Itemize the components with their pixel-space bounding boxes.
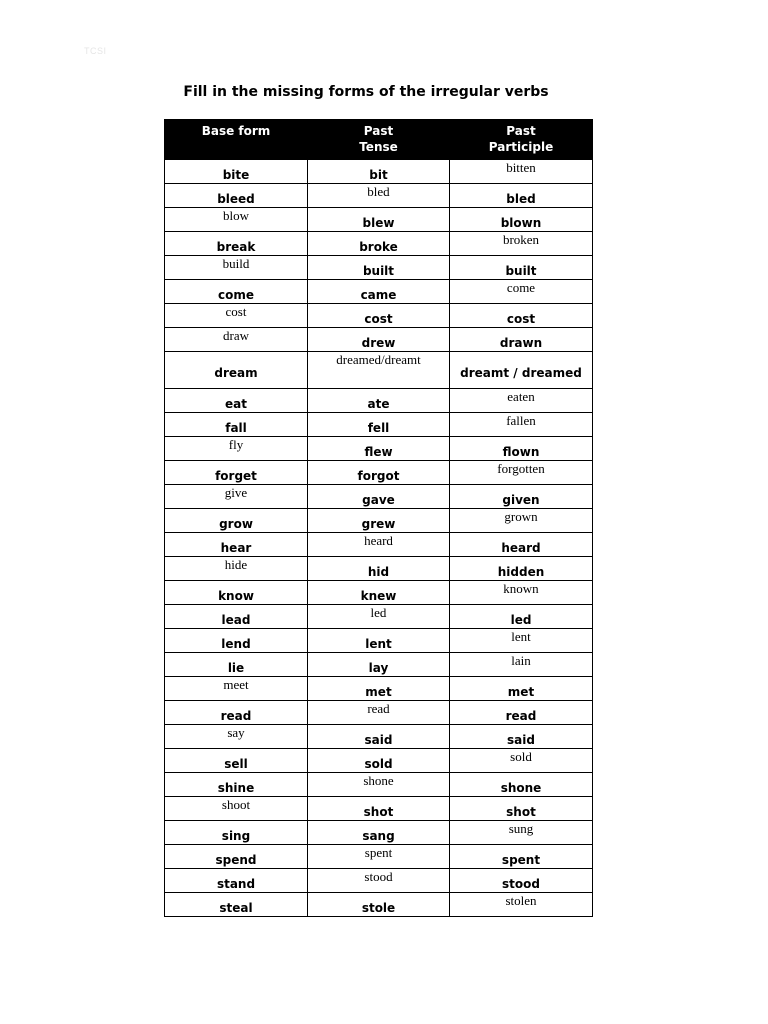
past-participle-cell	[450, 208, 593, 232]
past-tense-cell	[308, 533, 450, 557]
base-form-cell	[165, 749, 308, 773]
table-row	[165, 629, 593, 653]
past-participle-cell	[450, 821, 593, 845]
printed-verb: said	[364, 732, 393, 747]
printed-verb: blown	[500, 215, 542, 230]
printed-verb: flown	[502, 444, 540, 459]
printed-verb: sing	[221, 828, 251, 843]
handwritten-answer: read	[367, 701, 390, 716]
base-form-cell	[165, 256, 308, 280]
past-participle-cell	[450, 605, 593, 629]
printed-verb: shone	[500, 780, 542, 795]
past-participle-cell	[450, 184, 593, 208]
printed-verb: grow	[219, 516, 253, 531]
handwritten-answer: come	[506, 280, 536, 295]
past-participle-cell	[450, 485, 593, 509]
printed-verb: built	[505, 263, 537, 278]
handwritten-answer: fly	[228, 437, 244, 452]
past-participle-cell	[450, 304, 593, 328]
printed-verb: bit	[369, 167, 388, 182]
printed-verb: came	[360, 287, 397, 302]
header-line: Past	[363, 124, 394, 138]
base-form-cell	[165, 557, 308, 581]
past-participle-cell	[450, 413, 593, 437]
table-row	[165, 232, 593, 256]
handwritten-answer: forgotten	[497, 461, 545, 476]
past-tense-cell	[308, 461, 450, 485]
printed-verb: met	[507, 684, 535, 699]
printed-verb: know	[218, 588, 254, 603]
header-line: Base form	[201, 124, 271, 138]
printed-verb: met	[365, 684, 392, 699]
past-participle-cell	[450, 773, 593, 797]
printed-verb: spend	[215, 852, 257, 867]
table-row	[165, 413, 593, 437]
header-base-form	[165, 120, 308, 160]
past-tense-cell	[308, 413, 450, 437]
printed-verb: sell	[224, 756, 248, 771]
printed-verb: sang	[362, 828, 395, 843]
printed-verb: fall	[225, 420, 247, 435]
past-tense-cell	[308, 557, 450, 581]
handwritten-answer: led	[370, 605, 387, 620]
printed-verb: stand	[216, 876, 256, 891]
past-tense-cell	[308, 773, 450, 797]
printed-verb: forgot	[357, 468, 400, 483]
base-form-cell	[165, 208, 308, 232]
handwritten-answer: bitten	[506, 160, 536, 175]
past-participle-cell	[450, 389, 593, 413]
past-participle-cell	[450, 437, 593, 461]
printed-verb: lie	[227, 660, 245, 675]
past-participle-cell	[450, 232, 593, 256]
header-line: Tense	[359, 140, 398, 154]
past-participle-cell	[450, 557, 593, 581]
handwritten-answer: stolen	[505, 893, 537, 908]
table-row	[165, 701, 593, 725]
past-participle-cell	[450, 256, 593, 280]
printed-verb: stood	[502, 876, 540, 891]
past-tense-cell	[308, 797, 450, 821]
printed-verb: bleed	[217, 191, 255, 206]
table-row	[165, 773, 593, 797]
handwritten-answer: give	[224, 485, 248, 500]
past-participle-cell	[450, 581, 593, 605]
handwritten-answer: known	[503, 581, 539, 596]
base-form-cell	[165, 280, 308, 304]
handwritten-answer: spent	[364, 845, 393, 860]
printed-verb: given	[502, 492, 540, 507]
header-line: Participle	[488, 140, 554, 154]
handwritten-answer: heard	[364, 533, 393, 548]
table-row	[165, 328, 593, 352]
past-tense-cell	[308, 160, 450, 184]
printed-verb: dreamt / dreamed	[460, 366, 582, 380]
past-tense-cell	[308, 893, 450, 917]
past-tense-cell	[308, 845, 450, 869]
printed-verb: shine	[217, 780, 255, 795]
past-participle-cell	[450, 869, 593, 893]
handwritten-answer: meet	[223, 677, 249, 692]
handwritten-answer: shoot	[221, 797, 251, 812]
printed-verb: lend	[221, 636, 251, 651]
base-form-cell	[165, 725, 308, 749]
table-row	[165, 725, 593, 749]
handwritten-answer: stood	[364, 869, 393, 884]
printed-verb: cost	[364, 311, 393, 326]
table-row	[165, 653, 593, 677]
printed-verb: shot	[363, 804, 394, 819]
printed-verb: fell	[367, 420, 390, 435]
table-row	[165, 389, 593, 413]
past-participle-cell	[450, 797, 593, 821]
base-form-cell	[165, 352, 308, 389]
past-participle-cell	[450, 845, 593, 869]
base-form-cell	[165, 797, 308, 821]
printed-verb: said	[507, 732, 535, 747]
table-row	[165, 869, 593, 893]
past-tense-cell	[308, 389, 450, 413]
handwritten-answer: build	[222, 256, 250, 271]
base-form-cell	[165, 581, 308, 605]
printed-verb: eat	[225, 396, 247, 411]
past-participle-cell	[450, 725, 593, 749]
past-participle-cell	[450, 653, 593, 677]
handwritten-answer: lent	[511, 629, 531, 644]
handwritten-answer: eaten	[507, 389, 535, 404]
handwritten-answer: hide	[224, 557, 248, 572]
printed-verb: hear	[220, 540, 252, 555]
past-tense-cell	[308, 869, 450, 893]
past-tense-cell	[308, 437, 450, 461]
base-form-cell	[165, 845, 308, 869]
past-tense-cell	[308, 208, 450, 232]
printed-verb: come	[218, 287, 254, 302]
table-header-row	[165, 120, 593, 160]
table-row	[165, 485, 593, 509]
base-form-cell	[165, 232, 308, 256]
printed-verb: bled	[506, 191, 536, 206]
past-tense-cell	[308, 701, 450, 725]
past-participle-cell	[450, 629, 593, 653]
base-form-cell	[165, 821, 308, 845]
handwritten-answer: sung	[508, 821, 534, 836]
table-row	[165, 557, 593, 581]
printed-verb: broke	[359, 239, 398, 254]
past-participle-cell	[450, 461, 593, 485]
handwritten-answer: lain	[511, 653, 531, 668]
past-tense-cell	[308, 509, 450, 533]
printed-verb: flew	[364, 444, 393, 459]
printed-verb: heard	[501, 540, 541, 555]
handwritten-answer: say	[227, 725, 245, 740]
table-row	[165, 749, 593, 773]
base-form-cell	[165, 869, 308, 893]
base-form-cell	[165, 605, 308, 629]
base-form-cell	[165, 184, 308, 208]
corner-watermark: TCSI	[84, 46, 107, 56]
past-participle-cell	[450, 749, 593, 773]
table-row	[165, 581, 593, 605]
printed-verb: lay	[368, 660, 389, 675]
past-tense-cell	[308, 232, 450, 256]
past-tense-cell	[308, 581, 450, 605]
printed-verb: shot	[506, 804, 536, 819]
table-row	[165, 184, 593, 208]
table-row	[165, 509, 593, 533]
table-body	[165, 160, 593, 917]
handwritten-answer: blow	[223, 208, 249, 223]
printed-verb: drawn	[499, 335, 543, 350]
handwritten-answer: broken	[502, 232, 540, 247]
base-form-cell	[165, 533, 308, 557]
printed-verb: read	[505, 708, 537, 723]
header-past-participle	[450, 120, 593, 160]
handwritten-answer: draw	[223, 328, 249, 343]
printed-verb: forget	[215, 468, 257, 483]
base-form-cell	[165, 485, 308, 509]
printed-verb: break	[216, 239, 256, 254]
base-form-cell	[165, 304, 308, 328]
base-form-cell	[165, 773, 308, 797]
printed-verb: lent	[365, 636, 392, 651]
page-title: Fill in the missing forms of the irregular verbs	[183, 84, 549, 100]
past-tense-cell	[308, 821, 450, 845]
verb-table	[164, 119, 593, 917]
printed-verb: ate	[367, 396, 390, 411]
past-tense-cell	[308, 485, 450, 509]
printed-verb: knew	[360, 588, 397, 603]
past-participle-cell	[450, 701, 593, 725]
base-form-cell	[165, 893, 308, 917]
past-tense-cell	[308, 605, 450, 629]
base-form-cell	[165, 653, 308, 677]
handwritten-answer: fallen	[506, 413, 536, 428]
printed-verb: bite	[222, 167, 250, 182]
handwritten-answer: cost	[225, 304, 247, 319]
base-form-cell	[165, 509, 308, 533]
table-row	[165, 280, 593, 304]
table-row	[165, 845, 593, 869]
table-row	[165, 605, 593, 629]
past-tense-cell	[308, 256, 450, 280]
past-participle-cell	[450, 160, 593, 184]
handwritten-answer: shone	[363, 773, 394, 788]
past-tense-cell	[308, 184, 450, 208]
base-form-cell	[165, 328, 308, 352]
past-tense-cell	[308, 725, 450, 749]
table-row	[165, 893, 593, 917]
printed-verb: sold	[364, 756, 393, 771]
past-tense-cell	[308, 653, 450, 677]
printed-verb: blew	[362, 215, 395, 230]
past-tense-cell	[308, 629, 450, 653]
printed-verb: dream	[214, 366, 258, 380]
handwritten-answer: bled	[367, 184, 390, 199]
past-tense-cell	[308, 304, 450, 328]
handwritten-answer: sold	[510, 749, 532, 764]
header-line: Past	[506, 124, 536, 138]
printed-verb: built	[362, 263, 395, 278]
printed-verb: read	[220, 708, 252, 723]
base-form-cell	[165, 437, 308, 461]
past-tense-cell	[308, 280, 450, 304]
past-participle-cell	[450, 533, 593, 557]
past-participle-cell	[450, 352, 593, 389]
printed-verb: spent	[501, 852, 541, 867]
header-past-tense	[308, 120, 450, 160]
printed-verb: led	[510, 612, 532, 627]
table-row	[165, 461, 593, 485]
table-row	[165, 437, 593, 461]
past-participle-cell	[450, 280, 593, 304]
past-tense-cell	[308, 328, 450, 352]
table-row	[165, 208, 593, 232]
base-form-cell	[165, 413, 308, 437]
table-row	[165, 533, 593, 557]
table-row	[165, 821, 593, 845]
printed-verb: drew	[361, 335, 396, 350]
printed-verb: cost	[506, 311, 536, 326]
printed-verb: steal	[219, 900, 253, 915]
handwritten-answer: grown	[504, 509, 538, 524]
base-form-cell	[165, 389, 308, 413]
table-row	[165, 160, 593, 184]
past-participle-cell	[450, 677, 593, 701]
past-participle-cell	[450, 893, 593, 917]
printed-verb: grew	[361, 516, 396, 531]
past-tense-cell	[308, 749, 450, 773]
table-row	[165, 304, 593, 328]
printed-verb: hid	[367, 564, 390, 579]
table-row	[165, 256, 593, 280]
printed-verb: lead	[221, 612, 251, 627]
past-participle-cell	[450, 328, 593, 352]
base-form-cell	[165, 677, 308, 701]
base-form-cell	[165, 701, 308, 725]
table-row	[165, 677, 593, 701]
base-form-cell	[165, 629, 308, 653]
printed-verb: gave	[362, 492, 395, 507]
table-row	[165, 352, 593, 389]
printed-verb: hidden	[497, 564, 545, 579]
printed-verb: stole	[361, 900, 396, 915]
past-tense-cell	[308, 677, 450, 701]
base-form-cell	[165, 160, 308, 184]
past-tense-cell	[308, 352, 450, 389]
base-form-cell	[165, 461, 308, 485]
past-participle-cell	[450, 509, 593, 533]
table-row	[165, 797, 593, 821]
handwritten-answer: dreamed/dreamt	[336, 352, 421, 367]
